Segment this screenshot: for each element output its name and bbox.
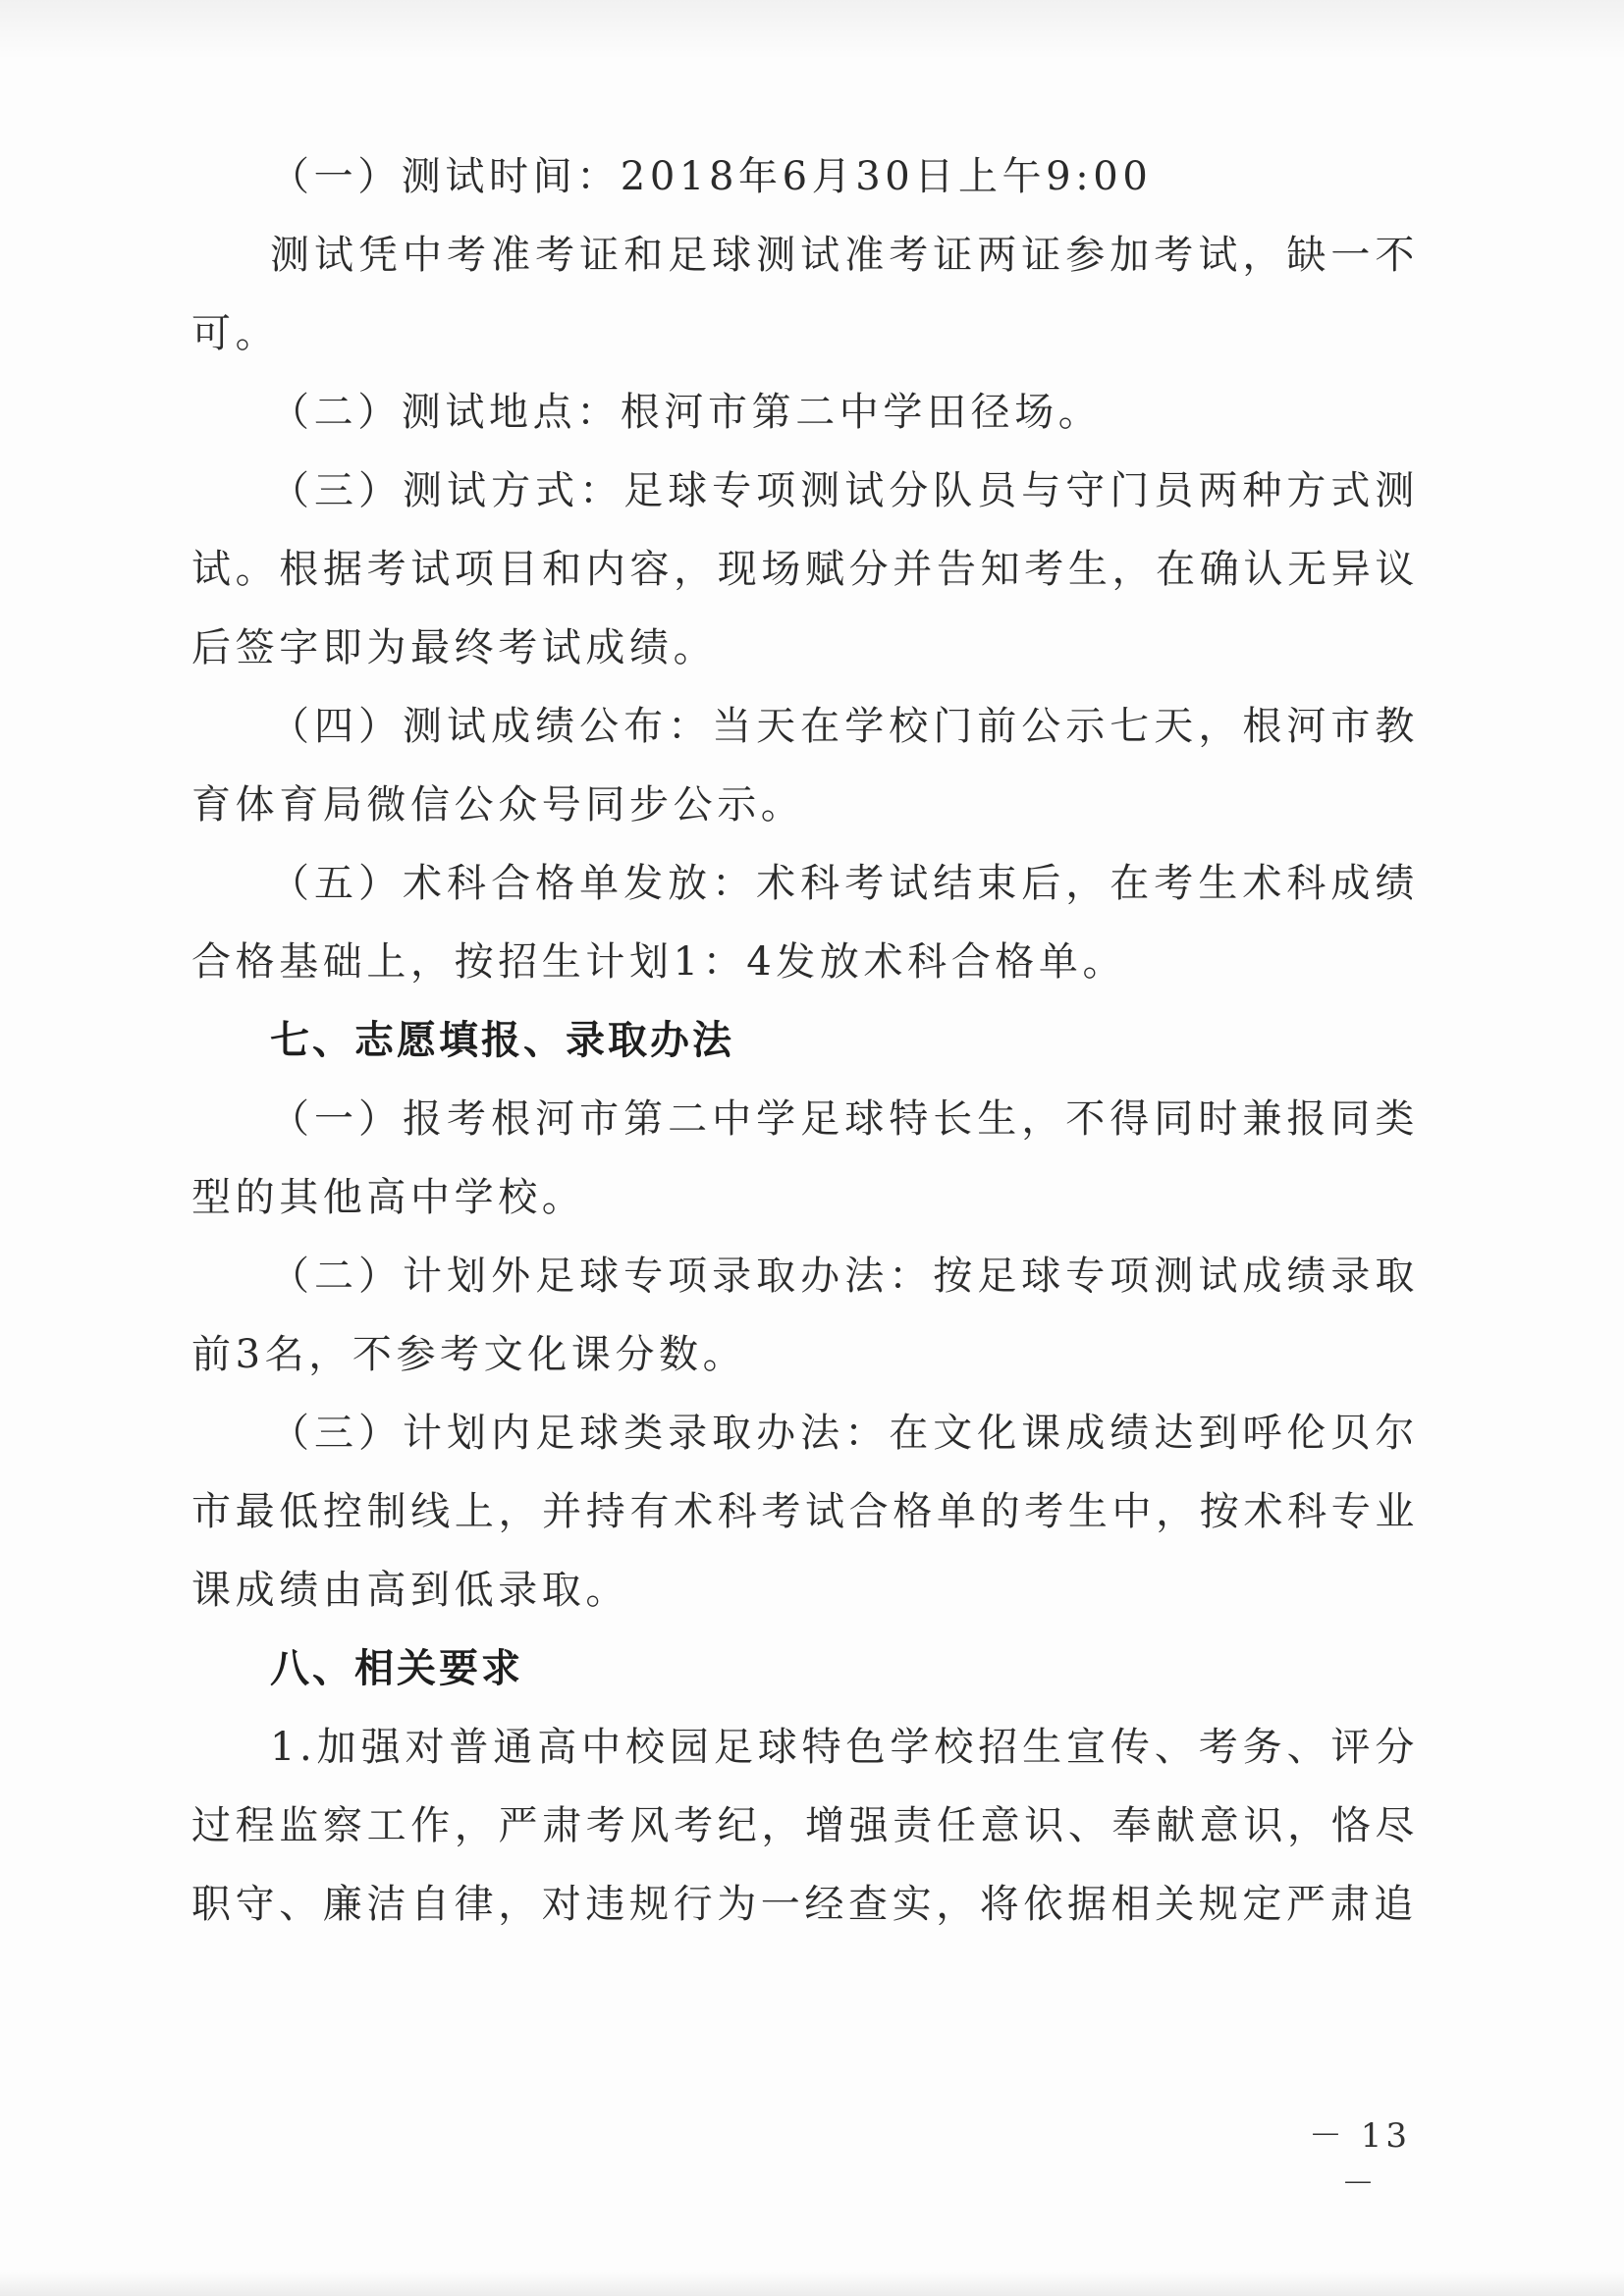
paragraph-extra-quota-admission: （二）计划外足球专项录取办法：按足球专项测试成绩录取前3名，不参考文化课分数。 <box>191 1254 1419 1377</box>
paragraph-score-announcement: （四）测试成绩公布：当天在学校门前公示七天，根河市教育体育局微信公众号同步公示。 <box>191 704 1419 828</box>
section-heading-admission: 七、志愿填报、录取办法 <box>270 1018 734 1063</box>
paragraph-in-plan-admission: （三）计划内足球类录取办法：在文化课成绩达到呼伦贝尔市最低控制线上，并持有术科考试合格单的考生中，按术科专业课成绩由高到低录取。 <box>191 1411 1419 1613</box>
page-number: － 13 － <box>1308 2116 1412 2204</box>
scan-shadow-bottom <box>0 2272 1624 2296</box>
scan-shadow-top <box>0 0 1624 59</box>
paragraph-requirement-1: 1.加强对普通高中校园足球特色学校招生宣传、考务、评分过程监察工作，严肃考风考纪，增强责任意识、奉献意识，恪尽职守、廉洁自律，对违规行为一经查实，将依据相关规定严肃追 <box>191 1725 1419 1927</box>
paragraph-application-restriction: （一）报考根河市第二中学足球特长生，不得同时兼报同类型的其他高中学校。 <box>191 1096 1419 1220</box>
paragraph-test-time: （一）测试时间：2018年6月30日上午9:00 <box>270 154 1153 199</box>
paragraph-admission-tickets: 测试凭中考准考证和足球测试准考证两证参加考试，缺一不可。 <box>191 233 1419 356</box>
document-body <box>191 137 1419 1944</box>
section-heading-requirements: 八、相关要求 <box>270 1646 523 1691</box>
paragraph-test-location: （二）测试地点：根河市第二中学田径场。 <box>270 390 1103 435</box>
paragraph-test-method: （三）测试方式：足球专项测试分队员与守门员两种方式测试。根据考试项目和内容，现场赋分并告知考生，在确认无异议后签字即为最终考试成绩。 <box>191 468 1419 670</box>
paragraph-qualification-issuance: （五）术科合格单发放：术科考试结束后，在考生术科成绩合格基础上，按招生计划1：4发放术科合格单。 <box>191 861 1419 985</box>
